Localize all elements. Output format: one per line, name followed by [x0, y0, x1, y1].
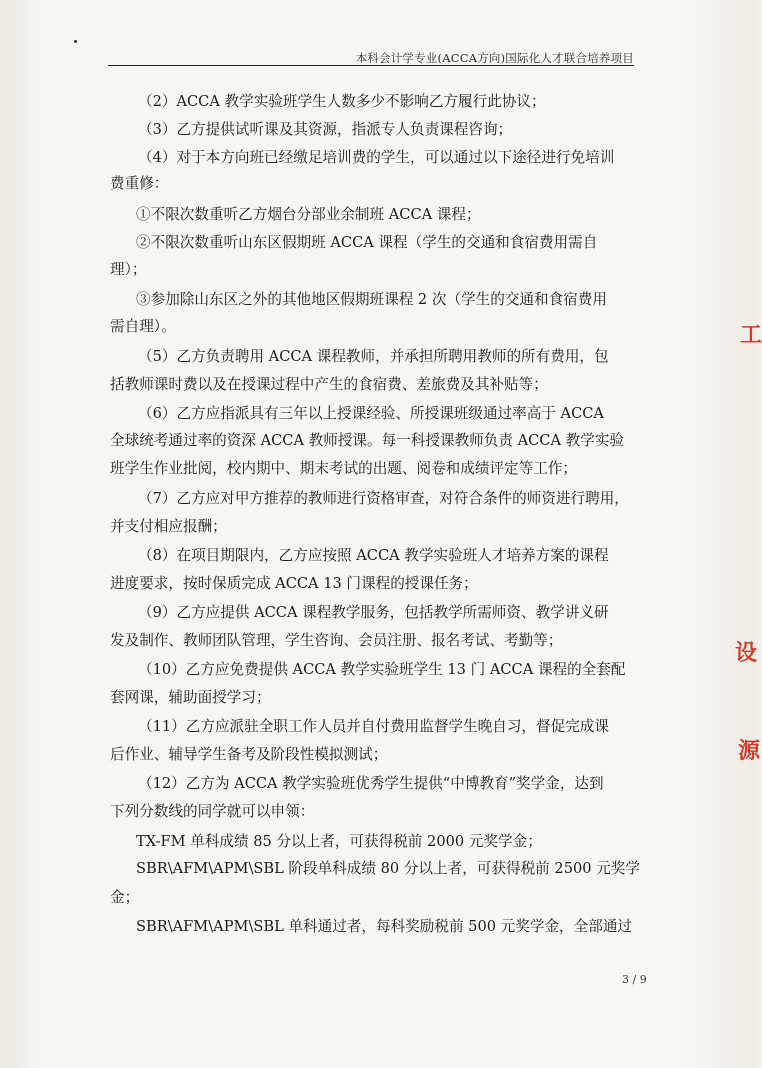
scholarship-per-subject: SBR\AFM\APM\SBL 单科通过者，每科奖励税前 500 元奖学金，全部通过 [136, 918, 633, 935]
clause-4-item-1: ①不限次数重听乙方烟台分部业余制班 ACCA 课程； [136, 206, 481, 223]
clause-6-cont-2: 班学生作业批阅，校内期中、期末考试的出题、阅卷和成绩评定等工作； [110, 460, 578, 477]
clause-11-cont: 后作业、辅导学生备考及阶段性模拟测试； [110, 746, 388, 763]
edge-stamp-mark-3: 源 [738, 739, 761, 764]
clause-4-item-2-cont: 理）； [110, 261, 147, 278]
clause-9: （9）乙方应提供 ACCA 课程教学服务，包括教学所需师资、教学讲义研 [138, 604, 609, 621]
clause-6-cont-1: 全球统考通过率的资深 ACCA 教师授课。每一科授课教师负责 ACCA 教学实验 [110, 432, 625, 449]
clause-10: （10）乙方应免费提供 ACCA 教学实验班学生 13 门 ACCA 课程的全套配 [138, 661, 626, 678]
clause-8: （8）在项目期限内，乙方应按照 ACCA 教学实验班人才培养方案的课程 [138, 547, 609, 564]
edge-stamp-mark-2: 设 [735, 641, 758, 666]
clause-10-cont: 套网课，辅助面授学习； [110, 689, 271, 706]
clause-8-cont: 进度要求，按时保质完成 ACCA 13 门课程的授课任务； [110, 575, 478, 592]
clause-9-cont: 发及制作、教师团队管理，学生咨询、会员注册、报名考试、考勤等； [110, 632, 563, 649]
clause-7-cont: 并支付相应报酬； [110, 518, 227, 535]
clause-6: （6）乙方应指派具有三年以上授课经验、所授课班级通过率高于 ACCA [138, 405, 604, 422]
clause-3: （3）乙方提供试听课及其资源，指派专人负责课程咨询； [138, 121, 513, 138]
clause-12-cont: 下列分数线的同学就可以申领： [110, 803, 315, 820]
scan-speck [74, 40, 77, 43]
clause-2: （2）ACCA 教学实验班学生人数多少不影响乙方履行此协议； [138, 93, 546, 110]
clause-4-item-2: ②不限次数重听山东区假期班 ACCA 课程（学生的交通和食宿费用需自 [136, 234, 598, 251]
header-rule [108, 65, 634, 66]
clause-4: （4）对于本方向班已经缴足培训费的学生，可以通过以下途径进行免培训 [138, 149, 615, 166]
clause-4-item-3-cont: 需自理）。 [110, 318, 176, 335]
page-number: 3 / 9 [622, 973, 647, 986]
clause-12: （12）乙方为 ACCA 教学实验班优秀学生提供“中博教育”奖学金，达到 [138, 775, 604, 792]
scholarship-stage: SBR\AFM\APM\SBL 阶段单科成绩 80 分以上者，可获得税前 2500 元奖学 [136, 860, 640, 877]
scholarship-tx-fm: TX-FM 单科成绩 85 分以上者，可获得税前 2000 元奖学金； [136, 833, 542, 850]
page-header-title: 本科会计学专业(ACCA方向)国际化人才联合培养项目 [355, 51, 634, 65]
clause-5-cont: 括教师课时费以及在授课过程中产生的食宿费、差旅费及其补贴等； [110, 376, 548, 393]
clause-4-item-3: ③参加除山东区之外的其他地区假期班课程 2 次（学生的交通和食宿费用 [136, 291, 607, 308]
clause-5: （5）乙方负责聘用 ACCA 课程教师，并承担所聘用教师的所有费用，包 [138, 348, 609, 365]
clause-4-cont: 费重修： [110, 175, 169, 192]
scholarship-stage-cont: 金； [110, 889, 140, 906]
clause-7: （7）乙方应对甲方推荐的教师进行资格审查，对符合条件的师资进行聘用， [138, 490, 629, 507]
clause-11: （11）乙方应派驻全职工作人员并自付费用监督学生晚自习，督促完成课 [138, 718, 609, 735]
edge-stamp-mark-1: 工 [740, 323, 762, 348]
